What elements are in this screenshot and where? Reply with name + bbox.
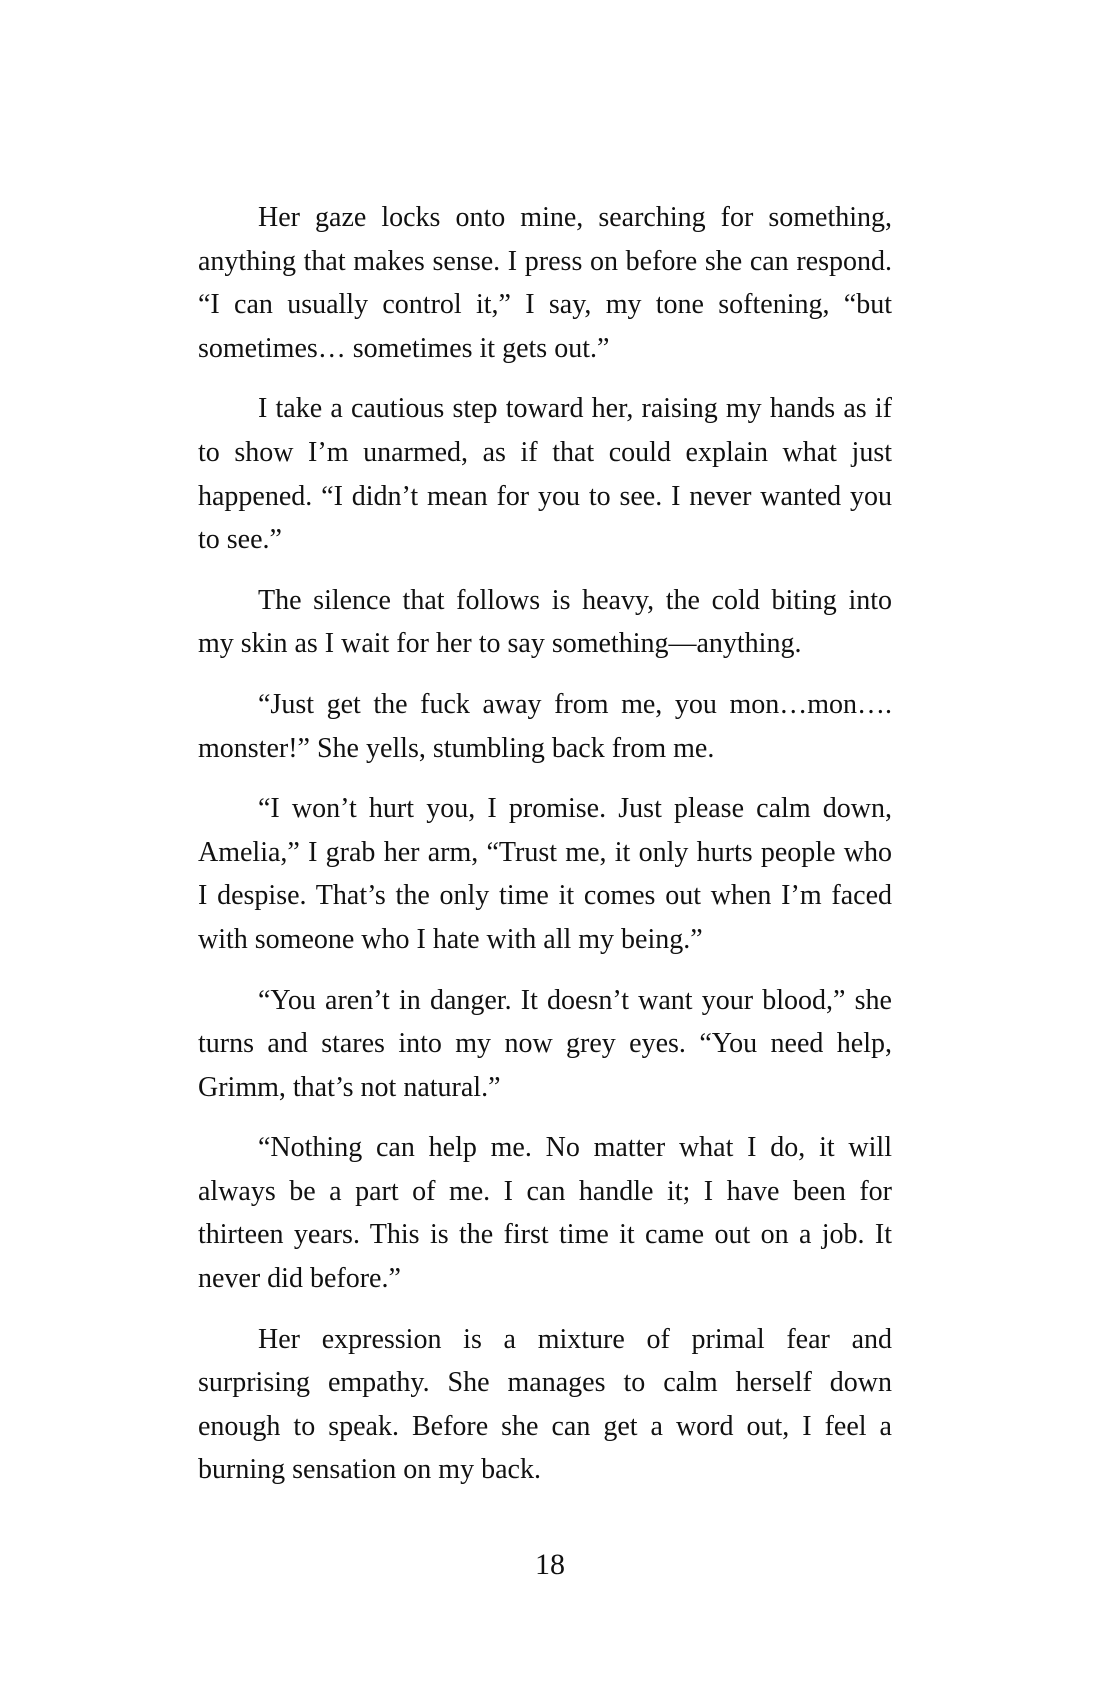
paragraph: Her expression is a mixture of primal fear and surprising empathy. She manages to calm herself down enough to speak. Before she can get a word out, I feel a burning sensation on my back. <box>198 1323 892 1486</box>
paragraph: “Just get the fuck away from me, you mon…mon…. monster!” She yells, stumbling back from me. <box>198 688 892 764</box>
paragraph: The silence that follows is heavy, the cold biting into my skin as I wait for her to say something—anything. <box>198 584 892 660</box>
paragraph: “I won’t hurt you, I promise. Just please calm down, Amelia,” I grab her arm, “Trust me, it only hurts people who I despise. That’s the only time it comes out when I’m faced with someone who I hate with all my being.” <box>198 793 892 955</box>
paragraph: Her gaze locks onto mine, searching for something, anything that makes sense. I press on before she can respond. “I can usually control it,” I say, my tone softening, “but sometimes… sometimes it gets out.” <box>198 202 892 364</box>
body-text <box>198 196 892 1509</box>
paragraph: “You aren’t in danger. It doesn’t want your blood,” she turns and stares into my now grey eyes. “You need help, Grimm, that’s not natural.” <box>198 984 892 1103</box>
paragraph: I take a cautious step toward her, raising my hands as if to show I’m unarmed, as if that could explain what just happened. “I didn’t mean for you to see. I never wanted you to see.” <box>198 393 892 556</box>
page-number: 18 <box>535 1548 565 1581</box>
paragraph: “Nothing can help me. No matter what I do, it will always be a part of me. I can handle it; I have been for thirteen years. This is the first time it came out on a job. It never did before.” <box>198 1132 892 1295</box>
